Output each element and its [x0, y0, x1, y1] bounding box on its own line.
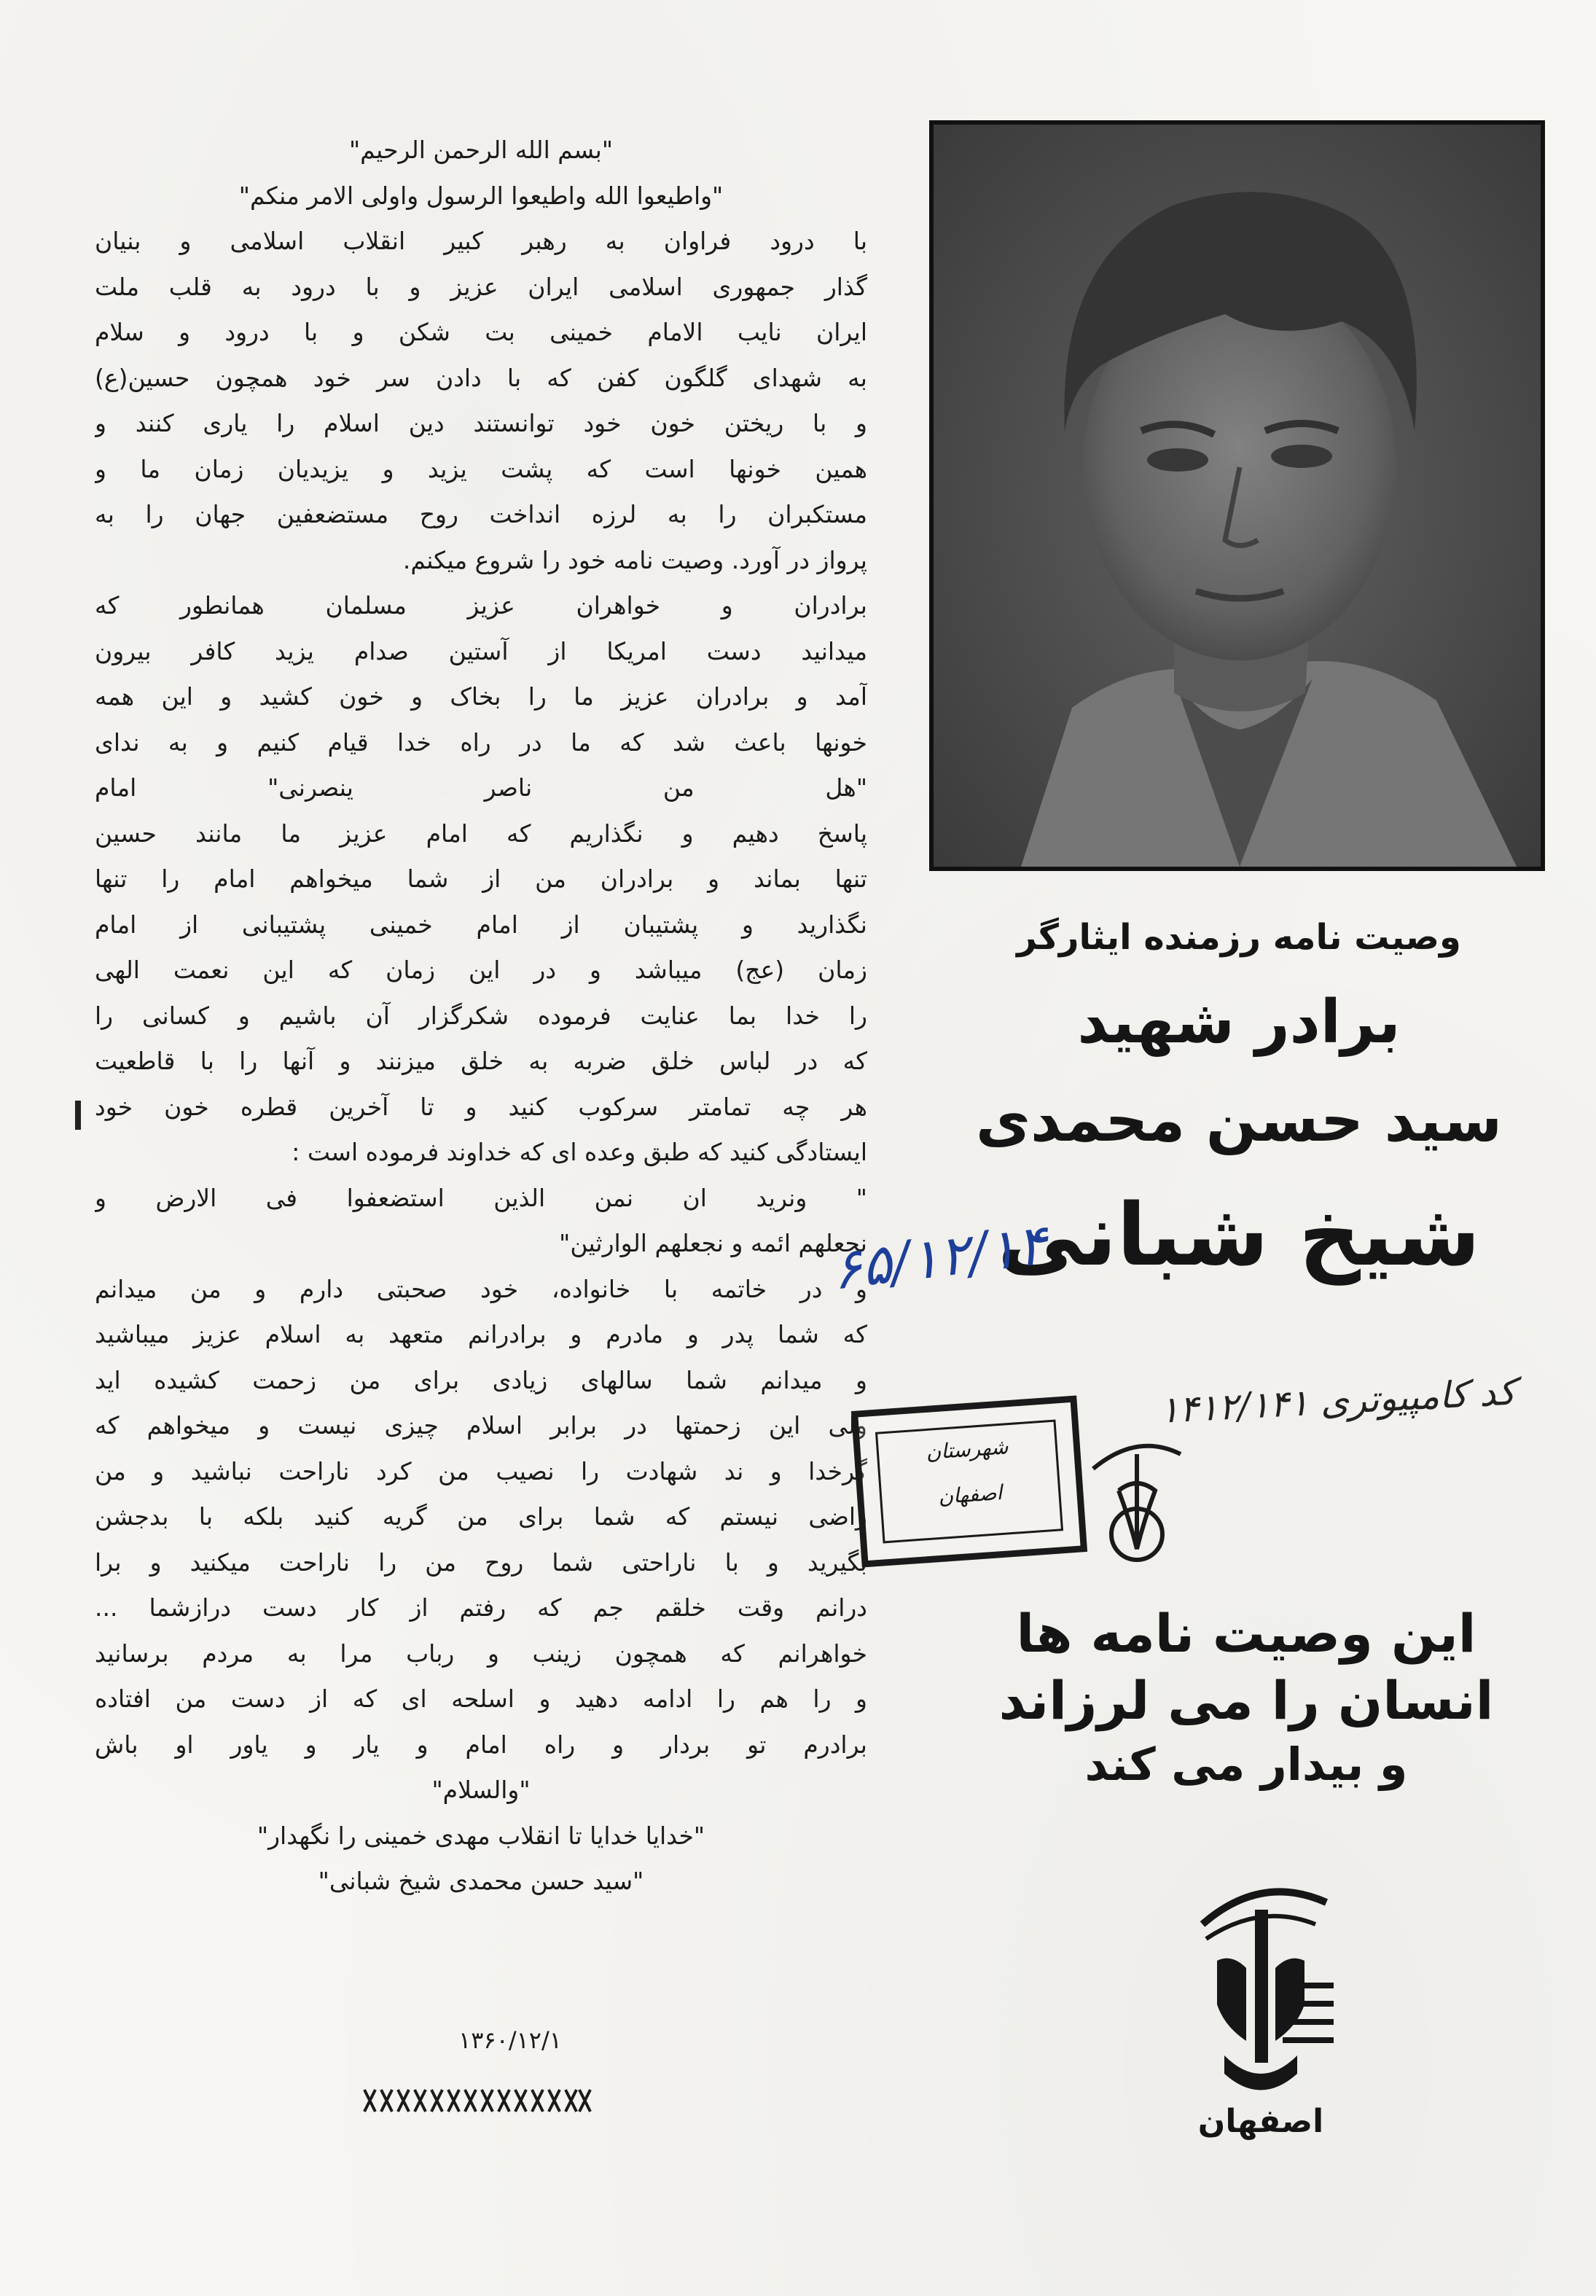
stamp-emblem-icon: [1079, 1425, 1195, 1571]
testament-line: " ونرید ان نمن الذین استضعفوا فی الارض و: [95, 1183, 867, 1212]
slogan-line-1: این وصیت نامه ها: [1016, 1603, 1476, 1664]
testament-line: درانم وقت خلقم جم که رفتم از کار دست درازشما ...: [95, 1593, 867, 1622]
testament-line: تنها بماند و برادران من از شما میخواهم امام را تنها: [95, 864, 867, 893]
testament-line: همین خونها است که پشت یزید و یزیدیان زمان ما و: [95, 454, 867, 483]
irgc-emblem-icon: [1173, 1873, 1348, 2114]
testament-text: [95, 128, 867, 1905]
martyr-name: سید حسن محمدی: [975, 1086, 1503, 1155]
testament-line: مستکبران را به لرزه انداخت روح مستضعفین جهان را به: [95, 500, 867, 528]
crossed-marks: [361, 2086, 594, 2115]
testament-line: راضی نیستم که شما برای من گریه کنید بلکه با بدجشن: [95, 1502, 867, 1531]
testament-line: به شهدای گلگون کفن که با دادن سر خود همچون حسین(ع): [95, 363, 867, 392]
testament-line: "والسلام": [431, 1776, 531, 1804]
testament-line: "واطیعوا الله واطیعوا الرسول واولی الامر منکم": [238, 181, 724, 210]
office-stamp: [851, 1395, 1087, 1567]
testament-line: گرخدا و ند شهادت را نصیب من کرد ناراحت نباشید و من: [95, 1456, 867, 1485]
testament-line: که در لباس خلق ضربه به خلق میزنند و آنها را با قاطعیت: [95, 1047, 867, 1075]
binder-mark: [73, 1101, 83, 1130]
testament-line: "خدایا خدایا تا انقلاب مهدی خمینی را نگهدار": [257, 1821, 705, 1850]
testament-line: گذار جمهوری اسلامی ایران عزیز و با درود به قلب ملت: [95, 272, 867, 301]
city-name: اصفهان: [1197, 2103, 1324, 2140]
martyr-title: برادر شهید: [1077, 988, 1401, 1057]
handwritten-date: ۶۵/۱۲/۱۴: [828, 1211, 1051, 1303]
testament-line: ایران نایب الامام خمینی بت شکن و با درود و سلام: [95, 318, 867, 346]
martyr-photo: [929, 120, 1545, 871]
testament-line: خونها باعث شد که ما در راه خدا قیام کنیم و به ندای: [95, 727, 867, 757]
slogan-line-2: انسان را می لرزاند: [998, 1670, 1494, 1731]
testament-line: نگذارید و پشتیبان از امام خمینی پشتیبانی از امام: [95, 910, 867, 939]
testament-line: برادران و خواهران عزیز مسلمان همانطور که: [95, 591, 867, 620]
testament-line: با درود فراوان به رهبر کبیر انقلاب اسلامی و بنیان‌: [95, 227, 867, 255]
testament-line: "سید حسن محمدی شیخ شبانی": [318, 1867, 644, 1895]
martyr-family-name: شیخ شبانی: [997, 1184, 1481, 1285]
testament-line: زمان (عج) میباشد و در این زمان که این نعمت الهی: [95, 956, 867, 984]
stamp-line-1: شهرستان: [925, 1434, 1009, 1465]
testament-line: "هل من ناصر ینصرنی" امام: [95, 773, 867, 802]
testament-line: را خدا بما عنایت فرموده شکرگزار آن باشیم و کسانی را: [95, 1001, 867, 1030]
testament-line: و با ریختن خون خود توانستند دین اسلام را یاری کنند و: [95, 409, 867, 437]
slogan-line-3: و بیدار می کند: [1084, 1738, 1408, 1791]
testament-line: برادرم تو بردار و راه امام و یار و یاور او باش: [95, 1730, 867, 1759]
testament-line: میدانید دست امریکا از آستین صدام یزید کافر بیرون: [95, 636, 867, 665]
handwritten-computer-code: کد کامپیوتری ۱۴۱۲/۱۴۱: [1158, 1370, 1517, 1432]
testament-line: و در خاتمه با خانواده، خود صحبتی دارم و من میدانم: [95, 1274, 867, 1303]
testament-line: پاسخ دهیم و نگذاریم که امام عزیز ما مانند حسین: [95, 819, 867, 848]
testament-date: ۱۳۶۰/۱۲/۱: [458, 2026, 562, 2054]
stamp-line-2: اصفهان: [937, 1480, 1004, 1509]
testament-line: ایستادگی کنید که طبق وعده ای که خداوند فرموده است :: [292, 1138, 867, 1166]
testament-line: "بسم الله الرحمن الرحیم": [348, 136, 614, 164]
testament-line: بگیرید و با ناراحتی شما روح من را ناراحت میکنید و برا: [95, 1547, 867, 1577]
testament-line: هر چه تمامتر سرکوب کنید و تا آخرین قطره خون خود: [95, 1092, 867, 1121]
testament-line: که شما پدر و مادرم و برادرانم متعهد به اسلام عزیز میباشید: [95, 1320, 867, 1348]
slogan: [947, 1600, 1545, 1795]
testament-subtitle: وصیت نامه رزمنده ایثارگر: [1017, 917, 1461, 958]
testament-line: ولی این زحمتها در برابر اسلام چیزی نیست و میخواهم که: [95, 1411, 867, 1440]
testament-line: نجعلهم ائمه و نجعلهم الوارثین": [559, 1229, 867, 1257]
testament-line: و میدانم شما سالهای زیادی برای من زحمت کشیده اید: [95, 1365, 867, 1394]
testament-line: خواهرانم که همچون زینب و رباب مرا به مردم برسانید: [95, 1639, 867, 1668]
testament-line: و را هم را ادامه دهید و اسلحه ای که از دست من افتاده: [95, 1684, 867, 1713]
testament-line: آمد و برادران عزیز ما را بخاک و خون کشید و این همه: [95, 682, 867, 711]
testament-line: پرواز در آورد. وصیت نامه خود را شروع میکنم.: [402, 545, 867, 574]
